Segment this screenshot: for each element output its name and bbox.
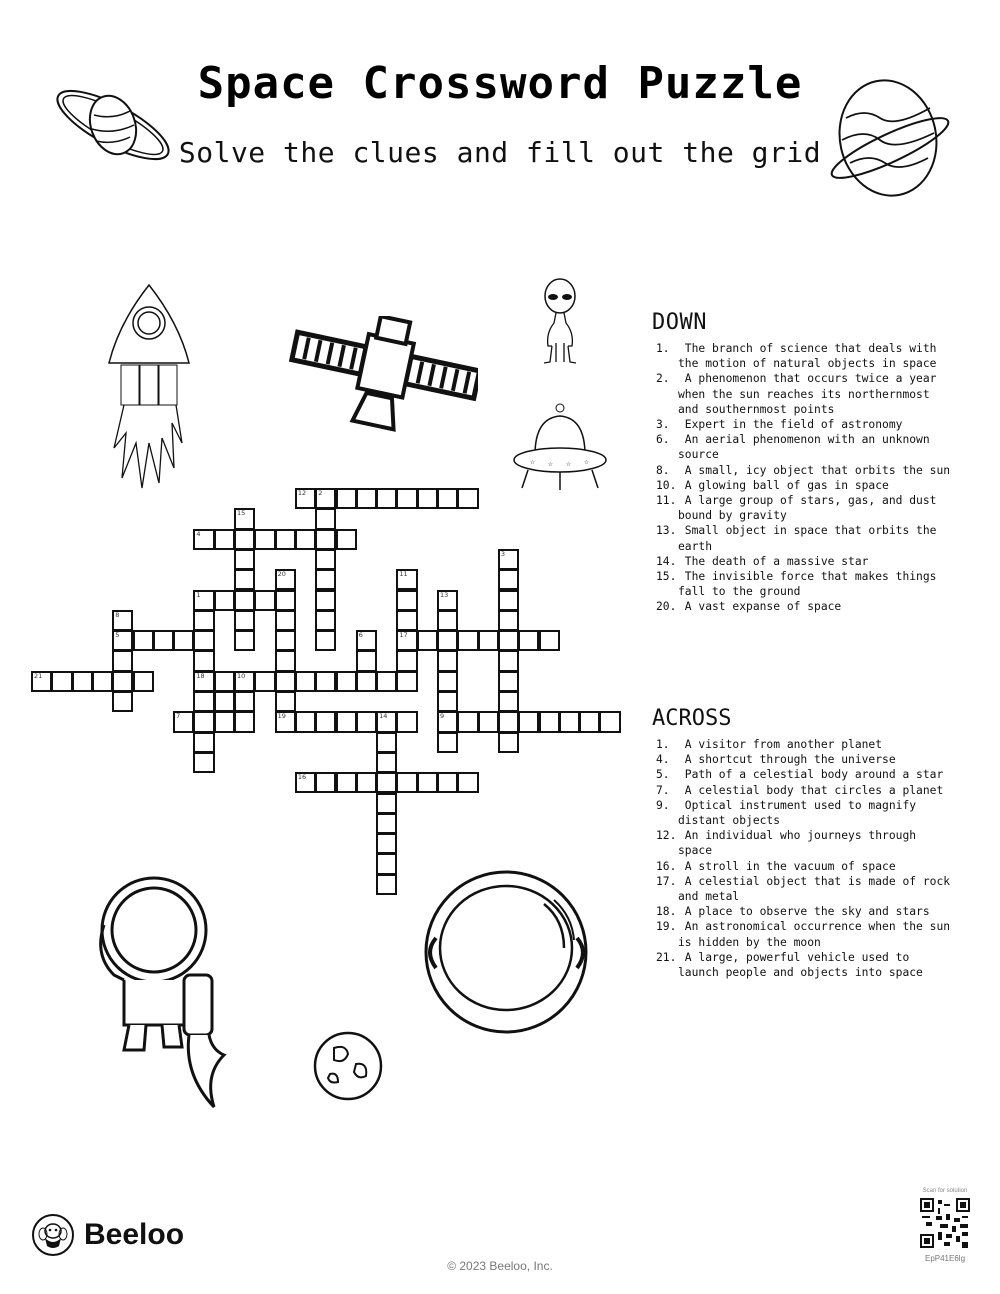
bee-icon [32,1214,74,1256]
ufo-icon [510,400,610,495]
grid-cell[interactable] [336,529,357,550]
grid-cell[interactable] [396,610,417,631]
grid-cell[interactable] [457,772,478,793]
grid-cell[interactable] [396,488,417,509]
across-clue [656,950,952,980]
grid-cell[interactable] [112,691,133,712]
grid-cell[interactable] [234,610,255,631]
astronaut-icon [84,875,244,1110]
svg-text:☆: ☆ [530,457,535,466]
grid-cell[interactable] [396,671,417,692]
svg-text:☆: ☆ [584,457,589,466]
clue-text: An aerial phenomenon with an unknown source [678,433,930,462]
grid-cell[interactable] [214,691,235,712]
across-clue [656,783,952,798]
grid-cell[interactable] [376,793,397,814]
svg-text:☆: ☆ [566,459,571,468]
grid-cell[interactable] [295,488,316,509]
clue-number: 8. [656,463,670,477]
grid-cell[interactable] [112,671,133,692]
grid-cell[interactable] [356,772,377,793]
grid-cell[interactable] [437,488,458,509]
clue-number: 14. [656,554,677,568]
down-clue [656,599,952,614]
grid-cell[interactable] [275,610,296,631]
clue-number: 17 [399,631,408,640]
grid-cell[interactable] [356,650,377,671]
grid-cell[interactable] [518,711,539,732]
clue-number: 20 [277,570,286,579]
grid-cell[interactable] [315,630,336,651]
grid-cell[interactable] [376,874,397,895]
brand-logo[interactable] [32,1214,184,1256]
clue-number: 19 [277,712,286,721]
clue-text: A small, icy object that orbits the sun [678,463,951,477]
clue-text: Path of a celestial body around a star [678,768,944,782]
clue-number: 16. [656,859,677,873]
clue-text: Optical instrument used to magnify distant objects [678,798,917,828]
satellite-icon [288,316,478,441]
grid-cell[interactable] [336,488,357,509]
clue-number: 21 [34,671,43,680]
grid-cell[interactable] [498,732,519,753]
grid-cell[interactable] [315,569,336,590]
clue-text: Small object in space that orbits the earth [678,524,937,553]
down-clues [652,310,952,615]
clue-text: A vast expanse of space [678,600,842,614]
grid-cell[interactable] [498,610,519,631]
grid-cell[interactable] [356,671,377,692]
grid-cell[interactable] [295,529,316,550]
grid-cell[interactable] [193,691,214,712]
clue-number: 1 [196,590,201,599]
clue-number: 16 [297,773,307,782]
clue-number: 6 [358,631,363,640]
clue-number: 11. [656,494,677,508]
grid-cell[interactable] [234,711,255,732]
grid-cell[interactable] [112,610,133,631]
clue-text: A visitor from another planet [678,738,883,751]
grid-cell[interactable] [559,711,580,732]
grid-cell[interactable] [356,711,377,732]
clue-number: 6. [656,433,670,447]
grid-cell[interactable] [275,590,296,611]
clue-number: 9. [656,798,670,812]
grid-cell[interactable] [153,630,174,651]
grid-cell[interactable] [214,711,235,732]
grid-cell[interactable] [234,691,255,712]
grid-cell[interactable] [254,529,275,550]
grid-cell[interactable] [295,772,316,793]
grid-cell[interactable] [254,590,275,611]
grid-cell[interactable] [498,711,519,732]
clue-number: 15 [237,509,246,518]
page-subtitle: Solve the clues and fill out the grid [178,136,822,169]
clue-number: 13. [656,524,677,538]
down-clue [656,417,952,432]
grid-cell[interactable] [315,529,336,550]
clue-text: A large, powerful vehicle used to launch people and objects into space [678,950,923,980]
clue-text: The invisible force that makes things fall to the ground [678,570,937,599]
grid-cell[interactable] [498,671,519,692]
clue-number: 7 [176,712,181,721]
grid-cell[interactable] [275,691,296,712]
grid-cell[interactable] [457,711,478,732]
clue-number: 1. [656,738,670,751]
clue-text: An individual who journeys through space [678,829,917,858]
grid-cell[interactable] [376,813,397,834]
grid-cell[interactable] [498,650,519,671]
grid-cell[interactable] [437,732,458,753]
grid-cell[interactable] [417,488,438,509]
grid-cell[interactable] [275,711,296,732]
grid-cell[interactable] [396,772,417,793]
clue-number: 15. [656,570,677,584]
svg-text:☆: ☆ [548,459,553,468]
grid-cell[interactable] [295,671,316,692]
clue-text: The death of a massive star [678,554,869,568]
grid-cell[interactable] [539,711,560,732]
grid-cell[interactable] [92,671,113,692]
grid-cell[interactable] [356,630,377,651]
grid-cell[interactable] [376,833,397,854]
grid-cell[interactable] [173,630,194,651]
clue-number: 19. [656,920,677,934]
grid-cell[interactable] [336,671,357,692]
clue-number: 12. [656,829,677,843]
grid-cell[interactable] [112,650,133,671]
grid-cell[interactable] [498,569,519,590]
down-clue [656,341,952,371]
clue-number: 5 [115,631,120,640]
grid-cell[interactable] [376,853,397,874]
down-clue [656,478,952,493]
across-clue [656,767,952,782]
alien-icon [530,278,590,368]
grid-cell[interactable] [376,711,397,732]
ringed-planet-right-icon [820,78,960,198]
grid-cell[interactable] [539,630,560,651]
grid-cell[interactable] [193,650,214,671]
grid-cell[interactable] [478,711,499,732]
clue-number: 20. [656,600,677,614]
clue-text: An astronomical occurrence when the sun is hidden by the moon [678,920,951,949]
clue-number: 17. [656,874,677,888]
clue-text: A celestial body that circles a planet [678,783,944,797]
grid-cell[interactable] [234,549,255,570]
clue-number: 2. [656,372,670,386]
clue-text: A stroll in the vacuum of space [678,859,896,873]
down-clue [656,523,952,553]
grid-cell[interactable] [275,529,296,550]
grid-cell[interactable] [599,711,620,732]
grid-cell[interactable] [315,549,336,570]
grid-cell[interactable] [234,630,255,651]
clue-number: 3. [656,418,670,432]
grid-cell[interactable] [498,549,519,570]
grid-cell[interactable] [133,630,154,651]
grid-cell[interactable] [275,569,296,590]
across-clue [656,904,952,919]
clue-number: 21. [656,950,677,964]
down-clue [656,463,952,478]
clue-number: 10 [237,671,246,680]
copyright: © 2023 Beeloo, Inc. [447,1259,553,1273]
grid-cell[interactable] [376,671,397,692]
grid-cell[interactable] [396,569,417,590]
grid-cell[interactable] [193,671,214,692]
clue-number: 7. [656,783,670,797]
grid-cell[interactable] [437,590,458,611]
grid-cell[interactable] [193,590,214,611]
grid-cell[interactable] [51,671,72,692]
across-clue [656,859,952,874]
qr-code-id: EpP41E6lg [924,1254,966,1263]
clue-text: A shortcut through the universe [678,753,896,767]
grid-cell[interactable] [417,630,438,651]
grid-cell[interactable] [295,711,316,732]
grid-cell[interactable] [234,529,255,550]
grid-cell[interactable] [193,610,214,631]
qr-code-icon [920,1198,970,1248]
clue-number: 14 [379,712,388,721]
grid-cell[interactable] [376,752,397,773]
grid-cell[interactable] [234,508,255,529]
down-clue [656,554,952,569]
grid-cell[interactable] [478,630,499,651]
clue-number: 10. [656,478,677,492]
clue-number: 18 [196,671,205,680]
grid-cell[interactable] [376,732,397,753]
grid-cell[interactable] [214,671,235,692]
across-clue [656,874,952,904]
clue-text: A large group of stars, gas, and dust bound by gravity [678,494,937,523]
clue-number: 4 [196,529,201,538]
down-clue [656,371,952,417]
clue-number: 1. [656,342,670,355]
page-title: Space Crossword Puzzle [197,58,803,109]
clue-number: 5. [656,768,670,782]
grid-cell[interactable] [31,671,52,692]
moon-icon [312,1030,384,1102]
clue-number: 11 [399,570,408,579]
grid-cell[interactable] [396,590,417,611]
down-clue [656,493,952,523]
grid-cell[interactable] [193,752,214,773]
across-clue [656,919,952,949]
clue-number: 8 [115,610,120,619]
across-clues [652,706,952,980]
grid-cell[interactable] [376,488,397,509]
grid-cell[interactable] [437,671,458,692]
grid-cell[interactable] [437,650,458,671]
rocket-icon [104,283,194,493]
grid-cell[interactable] [356,488,377,509]
grid-cell[interactable] [275,671,296,692]
grid-cell[interactable] [234,590,255,611]
clue-number: 13 [440,590,449,599]
grid-cell[interactable] [437,630,458,651]
grid-cell[interactable] [315,508,336,529]
grid-cell[interactable] [275,650,296,671]
across-clue [656,737,952,752]
across-clue [656,752,952,767]
grid-cell[interactable] [173,711,194,732]
clue-number: 9 [440,712,445,721]
grid-cell[interactable] [437,772,458,793]
grid-cell[interactable] [315,488,336,509]
grid-cell[interactable] [72,671,93,692]
across-clue [656,828,952,858]
grid-cell[interactable] [396,650,417,671]
solution-qr[interactable] [912,1188,978,1263]
grid-cell[interactable] [498,630,519,651]
grid-cell[interactable] [437,711,458,732]
down-clue [656,569,952,599]
grid-cell[interactable] [498,691,519,712]
grid-cell[interactable] [214,529,235,550]
clue-number: 12 [297,489,307,497]
clue-text: A phenomenon that occurs twice a year when the sun reaches its northernmost and southernmost points [678,372,937,416]
grid-cell[interactable] [214,590,235,611]
clue-number: 3 [500,549,506,558]
grid-cell[interactable] [396,630,417,651]
clue-text: The branch of science that deals with the motion of natural objects in space [678,342,937,371]
grid-cell[interactable] [315,772,336,793]
across-heading: ACROSS [652,706,732,731]
grid-cell[interactable] [112,630,133,651]
grid-cell[interactable] [315,671,336,692]
grid-cell[interactable] [417,772,438,793]
clue-number: 4. [656,753,670,767]
grid-cell[interactable] [254,671,275,692]
clue-number: 2 [318,489,323,497]
clue-text: Expert in the field of astronomy [678,418,903,432]
grid-cell[interactable] [376,772,397,793]
grid-cell[interactable] [133,671,154,692]
down-clue [656,432,952,462]
grid-cell[interactable] [437,691,458,712]
grid-cell[interactable] [336,711,357,732]
qr-label: Scan for solution [922,1188,968,1194]
grid-cell[interactable] [315,590,336,611]
ringed-planet-left-icon [48,75,178,175]
astronaut-helmet-icon [414,868,599,1036]
grid-cell[interactable] [518,630,539,651]
grid-cell[interactable] [315,610,336,631]
across-clue [656,798,952,828]
grid-cell[interactable] [457,630,478,651]
grid-cell[interactable] [193,732,214,753]
grid-cell[interactable] [234,569,255,590]
grid-cell[interactable] [193,711,214,732]
grid-cell[interactable] [457,488,478,509]
grid-cell[interactable] [315,711,336,732]
brand-name: Beeloo [84,1218,185,1251]
grid-cell[interactable] [498,590,519,611]
grid-cell[interactable] [275,630,296,651]
grid-cell[interactable] [336,772,357,793]
clue-text: A celestial object that is made of rock and metal [678,874,951,904]
grid-cell[interactable] [193,529,214,550]
grid-cell[interactable] [437,610,458,631]
grid-cell[interactable] [396,711,417,732]
grid-cell[interactable] [234,671,255,692]
grid-cell[interactable] [579,711,600,732]
clue-text: A glowing ball of gas in space [678,478,889,492]
clue-number: 18. [656,905,677,919]
clue-text: A place to observe the sky and stars [678,905,930,919]
grid-cell[interactable] [193,630,214,651]
down-heading: DOWN [652,310,707,335]
